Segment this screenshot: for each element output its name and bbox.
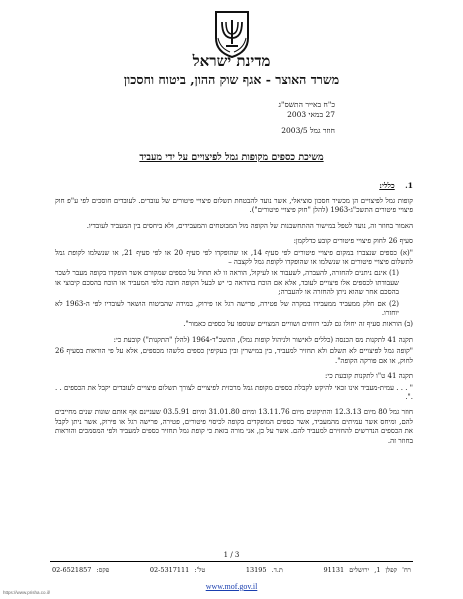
source-watermark: https://www.prisha.co.il/ <box>3 590 51 595</box>
state-emblem-icon <box>210 8 254 58</box>
footer-fax: פקס: 02-6521857 <box>52 566 110 574</box>
ministry-website-link[interactable]: www.mof.gov.il <box>205 582 258 591</box>
footer-pobox: ת.ד. 13195 <box>245 566 283 574</box>
footer-address: רח' קפלן 1, ירושלים 91131 <box>323 566 411 574</box>
gregorian-date: 27 במאי 2003 <box>287 110 335 119</box>
footer-phone: טל': 02-5317111 <box>149 566 206 574</box>
paragraph: (ב) הוראות סעיף זה יחולו גם לגבי רווחים ושוויים המצויים שנוספו על כספים כאמור". <box>183 320 413 329</box>
paragraph: סעיף 26 לחוק פיצויי פיטורים קובע כדלקמן: <box>293 237 413 246</box>
section-heading <box>379 181 413 190</box>
paragraph: תקנה 41 לתקנות מס הכנסה (כללים לאישור ולניהול קופות גמל), התשכ"ד-1964 (להלן "התקנות") קובעת כי: <box>113 335 413 344</box>
paragraph: האמור בחוזר זה, נועד לטפל במישור ההתחשבנות של הקופה מול המבוטחים והמעבידים, ולא ביחסים בין המעביד לעובדיו. <box>86 221 413 230</box>
paragraph: תקנה 41 ט"ו לתקנות קובעת כי: <box>325 372 413 381</box>
document-subject: משיכת כספים מקופות גמל לפיצויים על ידי מעביד <box>139 152 324 163</box>
section-number: 1. <box>405 181 413 190</box>
paragraph: "קופה גמל לפיצויים לא תשלם ולא תחזיר למעביד, בין במישרין ובין בעקיפין כספים כלשהו מכספים, אלא על פי הוראות בסעיף 26 לחוק, או אם פורקה הקופה". <box>55 347 413 365</box>
section-label: כללי: <box>379 181 395 190</box>
paragraph: קופות גמל לפיצויים הן מכשיר חסכון סוציאלי, אשר נועד להבטחת תשלום פיצויי פיטורים של עובדים. לעובדים חוסכים לפי ע"פ חוק פיצויי פיטורים התשכ"ג-1963 (להלן "חוק פיצויי פיטורים"). <box>55 197 413 215</box>
page-number: 1 / 3 <box>223 551 240 559</box>
paragraph: חוזר גמל 80 מיום 12.3.13 והתיקונים מיום 13.11.76 ומיום 31.01.80 ומיום 03.5.91 שעניינם אף אותם שונות שנים מחייבים להם, ומיחס אשר עמיתים מהמעביד, אשר כספים המופקדים בקופה לכיסוי פיטורים, פטירה, פרישה רגל או פירוק, אשר ניתן לקבל את הכספים הנדרשים להחזירם למעביד להם. אשר על כן, אני מורה בזאת כי קופת גמל תחזיר כספים למעביד ולפי המסמכים והוראות בחוזר זה. <box>55 408 413 445</box>
ministry-name: משרד האוצר - אגף שוק ההון, ביטוח וחסכון <box>123 72 340 87</box>
footer-contact <box>52 566 411 574</box>
paragraph: (2) אם חלק ממעביד ממעבידו במקרה של פטירה, פרישה רגל או פירוק, במידה שהביטוח הושאר לעובדיו לפי ה-1963 לא יוחזרו. <box>55 299 399 318</box>
paragraph: " . . . עמית-מעביד אינו זכאי להיקש לקבלת כספים מקופת גמל מרכזית לפיצויים לצורך תשלום פיצויים לעובדים יקבל את הכספים . . .". <box>55 383 413 401</box>
circular-ref <box>281 126 335 135</box>
paragraph: "(א) כספים שנצברו במקום פיצויי פיטורים לפי סעיף 14, או שהופקדו לפי סעיף 20 או לפי סעיף 21, או שנשלמו לקופת גמל לתשלום פיצויי פיטורים או שנשלמו או שהופקדו לקופת גמל לקצבה – <box>55 248 413 267</box>
circular-number: 2003/5 <box>281 126 308 135</box>
circular-label: חוזר גמל <box>310 126 335 135</box>
document-body <box>55 197 413 452</box>
paragraph: (1) אינם ניתנים להחזרה, להעברה, לשעבוד או לעיקול, הוראה זו לא תחול על כספים שמקורם אשר הופקדו בקופה מעבר לשכר שעבודתו לכספים אלו פיצויים לעובד, אלא אם הוכח בהוראה כי יש לבעל הקופה חובה כלפי המעביד או הוכח בהסכם קיבוצי או בהסכם אחר שהוא ניתן להחזרה או להעברה; <box>55 269 399 297</box>
state-name: מדינת ישראל <box>192 52 271 70</box>
footer-divider <box>50 561 413 562</box>
hebrew-date: כ"ח באייר התשס"ג <box>278 100 335 109</box>
